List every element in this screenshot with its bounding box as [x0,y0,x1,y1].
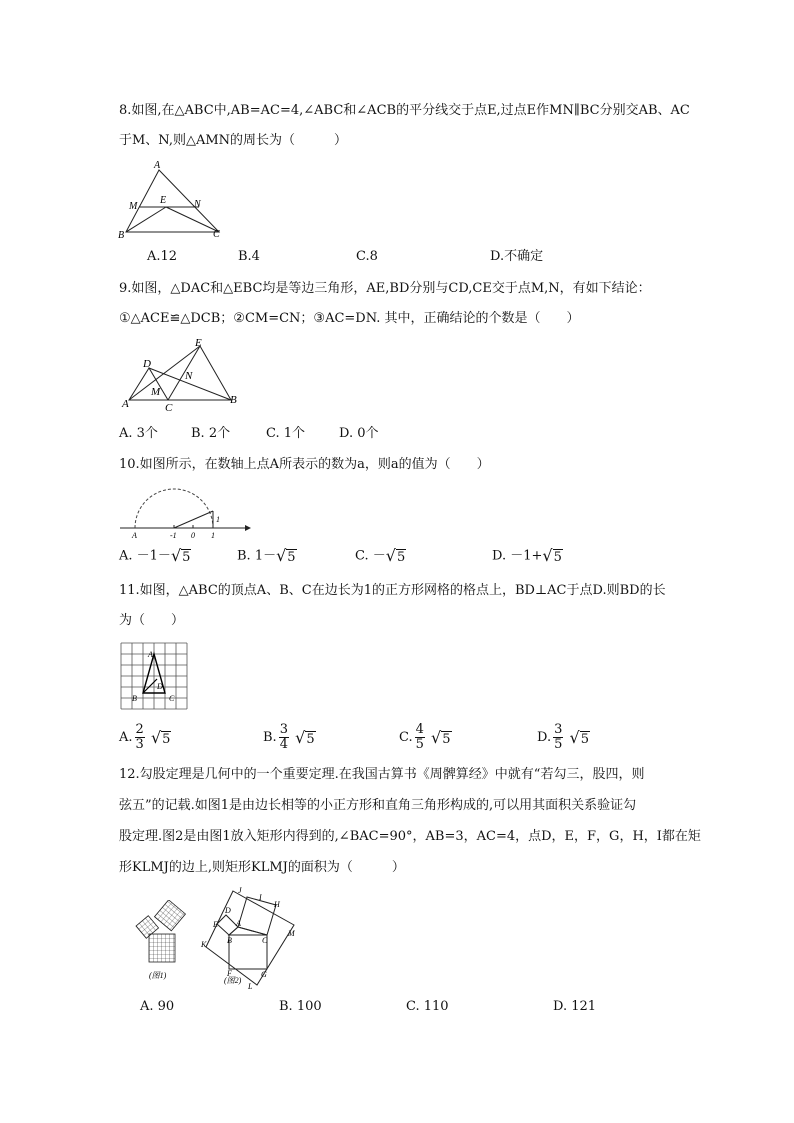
q8-option-b[interactable]: B.4 [238,249,260,264]
q12-label-m: M [288,929,295,938]
q11-option-b-fraction: $\frac{3}{4}$ [279,722,288,752]
q8-label-b: B [118,230,125,240]
q9-triangles-figure [115,334,245,414]
q12-option-a[interactable]: A. 90 [140,999,175,1014]
q11-option-d[interactable] [537,723,590,752]
q9-option-b[interactable]: B. 2个 [191,426,231,441]
q10-option-b[interactable] [237,548,297,564]
q12-label-c: C [262,936,268,945]
q12-fig2-caption: (图2) [224,976,242,985]
q8-label-e: E [160,195,167,206]
q11-grid-figure [119,641,189,711]
q8-option-c[interactable]: C.8 [356,249,378,264]
q10-label-zero: 0 [191,531,195,540]
q8-option-d[interactable]: D.不确定 [490,249,544,264]
q10-line1: 10.如图所示，在数轴上点A所表示的数为a，则a的值为（ ） [119,457,490,472]
q9-label-m: M [151,386,161,398]
q9-label-e: E [195,337,202,349]
q10-axis-arrow [245,525,251,531]
q11-option-c-fraction: $\frac{4}{5}$ [415,722,424,752]
q11-line1: 11.如图，△ABC的顶点A、B、C在边长为1的正方形网格的格点上，BD⊥AC于点D.则BD的长 [119,583,666,598]
q10-label-one: 1 [211,531,215,540]
q9-triangle-ebc [168,346,231,400]
q12-option-c[interactable]: C. 110 [406,999,449,1014]
q8-option-a[interactable]: A.12 [147,249,178,264]
q10-option-a-prefix: A. －1－ [119,548,171,564]
q9-option-a[interactable]: A. 3个 [119,426,158,441]
q10-option-d[interactable] [492,548,563,564]
sqrt-sign-icon: √5 [276,546,296,565]
q8-line2: 于M、N,则△AMN的周长为（ ） [119,133,348,148]
sqrt-sign-icon: √5 [385,546,406,565]
q12-label-d: D [225,906,231,915]
q9-label-d: D [143,358,151,370]
q11-option-b-prefix: B. [263,730,277,745]
q10-label-height: 1 [216,515,220,524]
q12-fig1-right-square [154,900,185,931]
q11-option-a[interactable] [119,723,171,752]
q11-label-d: D [157,682,163,691]
q12-label-b: B [227,936,232,945]
q10-option-b-prefix: B. 1－ [237,548,277,564]
sqrt-sign-icon: √5 [170,546,191,565]
q12-figure-2 [198,885,304,991]
q10-arc [135,489,213,528]
q11-label-a: A [148,650,153,659]
q10-option-c-prefix: C. － [355,548,386,564]
q12-rectangle-klmj [206,891,294,985]
sqrt-sign-icon: √5 [542,546,562,565]
q12-fig1-hyp-square [149,934,175,962]
q9-line2: ①△ACE≌△DCB；②CM=CN；③AC=DN. 其中，正确结论的个数是（ ） [119,311,580,326]
q12-square-on-ac [238,897,276,935]
q10-label-a: A [132,531,137,540]
q12-figure-1 [133,900,193,986]
q12-label-a: A [236,919,241,928]
q12-label-e: E [213,920,218,929]
q8-label-a: A [154,160,161,171]
q12-label-g: G [261,970,267,979]
q10-option-d-prefix: D. －1+ [492,548,543,564]
q12-right-triangle-bac [229,927,267,935]
q12-label-h: H [274,900,280,909]
q8-label-m: M [129,201,138,212]
q12-line3: 股定理.图2是由图1放入矩形内得到的,∠BAC=90°，AB=3，AC=4，点D，E，F，G，H，I都在矩 [119,829,701,844]
q11-option-d-prefix: D. [537,730,552,745]
sqrt-sign-icon: √5 [150,727,171,747]
sqrt-sign-icon: √5 [295,727,315,747]
q11-option-d-fraction: $\frac{3}{5}$ [554,722,563,752]
q8-bisector-ce [166,207,219,232]
q8-line1: 8.如图,在△ABC中,AB=AC=4,∠ABC和∠ACB的平分线交于点E,过点E作MN∥BC分别交AB、AC [119,103,690,118]
q11-option-a-fraction: $\frac{2}{3}$ [135,722,144,752]
q11-option-c-prefix: C. [399,730,413,745]
q9-line1: 9.如图，△DAC和△EBC均是等边三角形，AE,BD分别与CD,CE交于点M,N，有如下结论： [119,281,651,296]
q10-number-line-figure [117,480,252,542]
q12-label-l: L [248,982,253,991]
q8-triangle-figure [114,158,226,240]
q12-line1: 12.勾股定理是几何中的一个重要定理.在我国古算书《周髀算经》中就有“若勾三，股四，则 [119,767,645,782]
q10-label-minus-one: -1 [170,531,177,540]
q10-option-a[interactable] [119,548,191,564]
q12-line2: 弦五”的记载.如图1是由边长相等的小正方形和直角三角形构成的,可以用其面积关系验证勾 [119,798,637,813]
q9-option-d[interactable]: D. 0个 [339,426,379,441]
q8-label-n: N [194,199,201,210]
q9-label-c: C [165,402,173,414]
q12-option-d[interactable]: D. 121 [553,999,597,1014]
q12-option-b[interactable]: B. 100 [279,999,322,1014]
q11-option-c[interactable] [399,723,452,752]
q11-option-a-prefix: A. [119,730,133,745]
q9-option-c[interactable]: C. 1个 [266,426,306,441]
q9-label-b: B [230,394,237,406]
q12-line4: 形KLMJ的边上,则矩形KLMJ的面积为（ ） [119,860,405,875]
q11-line2: 为（ ） [119,613,185,628]
q12-label-f: F [227,969,232,978]
q9-label-a: A [122,398,129,410]
q11-label-b: B [132,694,137,703]
q8-label-c: C [213,229,220,240]
q12-fig1-caption: (图1) [149,971,167,980]
sqrt-sign-icon: √5 [431,727,451,747]
q12-label-i: I [259,893,262,902]
q11-label-c: C [169,694,175,703]
q11-option-b[interactable] [263,723,316,752]
q12-label-j: J [238,886,242,895]
q9-label-n: N [185,370,193,382]
q10-option-c[interactable] [355,548,406,564]
q12-label-k: K [201,940,207,949]
sqrt-sign-icon: √5 [569,727,589,747]
